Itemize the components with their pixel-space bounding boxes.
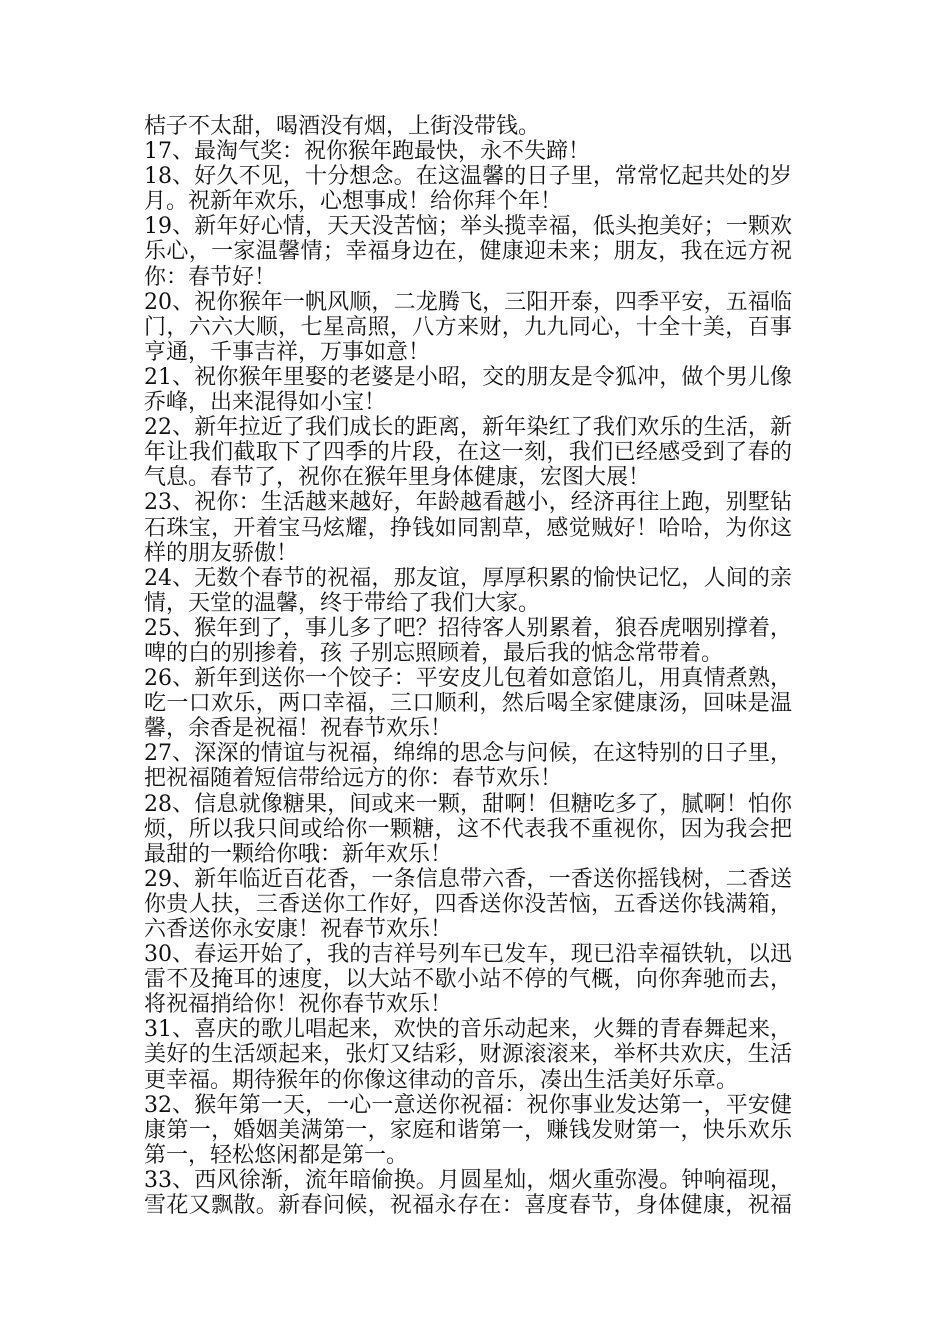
text-line: 美好的生活颂起来，张灯又结彩，财源滚滚来，举杯共欢庆，生活 [144, 1042, 792, 1068]
text-line: 乔峰，出来混得如小宝！ [144, 390, 387, 416]
text-line: 将祝福捎给你！祝你春节欢乐！ [144, 992, 453, 1018]
text-line: 19、新年好心情，天天没苦恼；举头揽幸福，低头抱美好；一颗欢 [144, 214, 792, 240]
text-line: 你贵人扶，三香送你工作好，四香送你没苦恼，五香送你钱满箱， [144, 891, 792, 917]
text-line: 你：春节好！ [144, 264, 277, 290]
text-line: 更幸福。期待猴年的你像这律动的音乐，凑出生活美好乐章。 [144, 1067, 739, 1093]
text-line: 吃一口欢乐，两口幸福，三口顺利，然后喝全家健康汤，回味是温 [144, 691, 792, 717]
text-line: 亨通，千事吉祥，万事如意！ [144, 339, 431, 365]
greeting-item-32 [144, 1093, 792, 1168]
text-line: 门，六六大顺，七星高照，八方来财，九九同心，十全十美，百事 [144, 314, 792, 340]
text-line: 24、无数个春节的祝福，那友谊，厚厚积累的愉快记忆，人间的亲 [144, 565, 792, 591]
text-line: 康第一，婚姻美满第一，家庭和谐第一，赚钱发财第一，快乐欢乐 [144, 1117, 792, 1143]
greeting-item-25 [144, 616, 792, 666]
text-line: 18、好久不见，十分想念。在这温馨的日子里，常常忆起共处的岁 [144, 164, 792, 190]
text-line: 乐心，一家温馨情；幸福身边在，健康迎未来；朋友，我在远方祝 [144, 239, 792, 265]
text-line: 雷不及掩耳的速度，以大站不歇小站不停的气概，向你奔驰而去， [144, 967, 792, 993]
greeting-item-18 [144, 164, 792, 214]
text-line: 雪花又飘散。新春问候，祝福永存在：喜度春节，身体健康，祝福 [144, 1193, 792, 1219]
text-line: 样的朋友骄傲！ [144, 540, 299, 566]
text-line: 25、猴年到了，事儿多了吧？招待客人别累着，狼吞虎咽别撑着， [144, 615, 792, 641]
greeting-item-24 [144, 566, 792, 616]
greeting-item-30 [144, 942, 792, 1017]
greeting-item-19 [144, 214, 792, 289]
text-line: 20、祝你猴年一帆风顺，二龙腾飞，三阳开泰，四季平安，五福临 [144, 289, 792, 315]
text-line: 最甜的一颗给你哦：新年欢乐！ [144, 841, 453, 867]
text-line: 32、猴年第一天，一心一意送你祝福：祝你事业发达第一，平安健 [144, 1092, 792, 1118]
text-line: 馨，余香是祝福！祝春节欢乐！ [144, 716, 453, 742]
greeting-item-continued [144, 114, 792, 139]
greeting-item-26 [144, 666, 792, 741]
greeting-item-17 [144, 139, 792, 164]
document-page [144, 114, 792, 1218]
text-line: 22、新年拉近了我们成长的距离，新年染红了我们欢乐的生活，新 [144, 415, 792, 441]
greeting-item-33 [144, 1168, 792, 1218]
text-line: 情，天堂的温馨，终于带给了我们大家。 [144, 590, 541, 616]
greeting-item-23 [144, 490, 792, 565]
text-line: 把祝福随着短信带给远方的你：春节欢乐！ [144, 766, 563, 792]
text-line: 第一，轻松悠闲都是第一。 [144, 1142, 409, 1168]
text-line: 27、深深的情谊与祝福，绵绵的思念与问候，在这特别的日子里， [144, 741, 792, 767]
greeting-item-22 [144, 415, 792, 490]
text-line: 30、春运开始了，我的吉祥号列车已发车，现已沿幸福铁轨，以迅 [144, 942, 792, 968]
text-line: 28、信息就像糖果，间或来一颗，甜啊！但糖吃多了，腻啊！怕你 [144, 791, 792, 817]
greeting-item-20 [144, 290, 792, 365]
text-line: 烦，所以我只间或给你一颗糖，这不代表我不重视你，因为我会把 [144, 816, 792, 842]
greeting-item-29 [144, 867, 792, 942]
text-line: 23、祝你：生活越来越好，年龄越看越小，经济再往上跑，别墅钻 [144, 490, 792, 516]
greeting-item-28 [144, 792, 792, 867]
text-line: 33、西风徐渐，流年暗偷换。月圆星灿，烟火重弥漫。钟响福现， [144, 1167, 792, 1193]
text-line: 石珠宝，开着宝马炫耀，挣钱如同割草，感觉贼好！哈哈，为你这 [144, 515, 792, 541]
greeting-item-31 [144, 1017, 792, 1092]
greeting-item-27 [144, 741, 792, 791]
text-line: 17、最淘气奖：祝你猴年跑最快，永不失蹄！ [144, 139, 590, 165]
text-line: 月。祝新年欢乐，心想事成！给你拜个年！ [144, 189, 563, 215]
text-line: 21、祝你猴年里娶的老婆是小昭，交的朋友是令狐冲，做个男儿像 [144, 364, 792, 390]
greeting-item-21 [144, 365, 792, 415]
text-line: 气息。春节了，祝你在猴年里身体健康，宏图大展！ [144, 465, 651, 491]
text-line: 年让我们截取下了四季的片段，在这一刻，我们已经感受到了春的 [144, 440, 792, 466]
text-line: 六香送你永安康！祝春节欢乐！ [144, 917, 453, 942]
text-line: 29、新年临近百花香，一条信息带六香，一香送你摇钱树，二香送 [144, 866, 792, 892]
text-line: 桔子不太甜，喝酒没有烟，上街没带钱。 [144, 114, 541, 139]
text-line: 啤的白的别掺着，孩 子别忘照顾着，最后我的惦念常带着。 [144, 640, 723, 666]
text-line: 26、新年到送你一个饺子：平安皮儿包着如意馅儿，用真情煮熟， [144, 666, 792, 692]
text-line: 31、喜庆的歌儿唱起来，欢快的音乐动起来，火舞的青春舞起来， [144, 1017, 792, 1043]
